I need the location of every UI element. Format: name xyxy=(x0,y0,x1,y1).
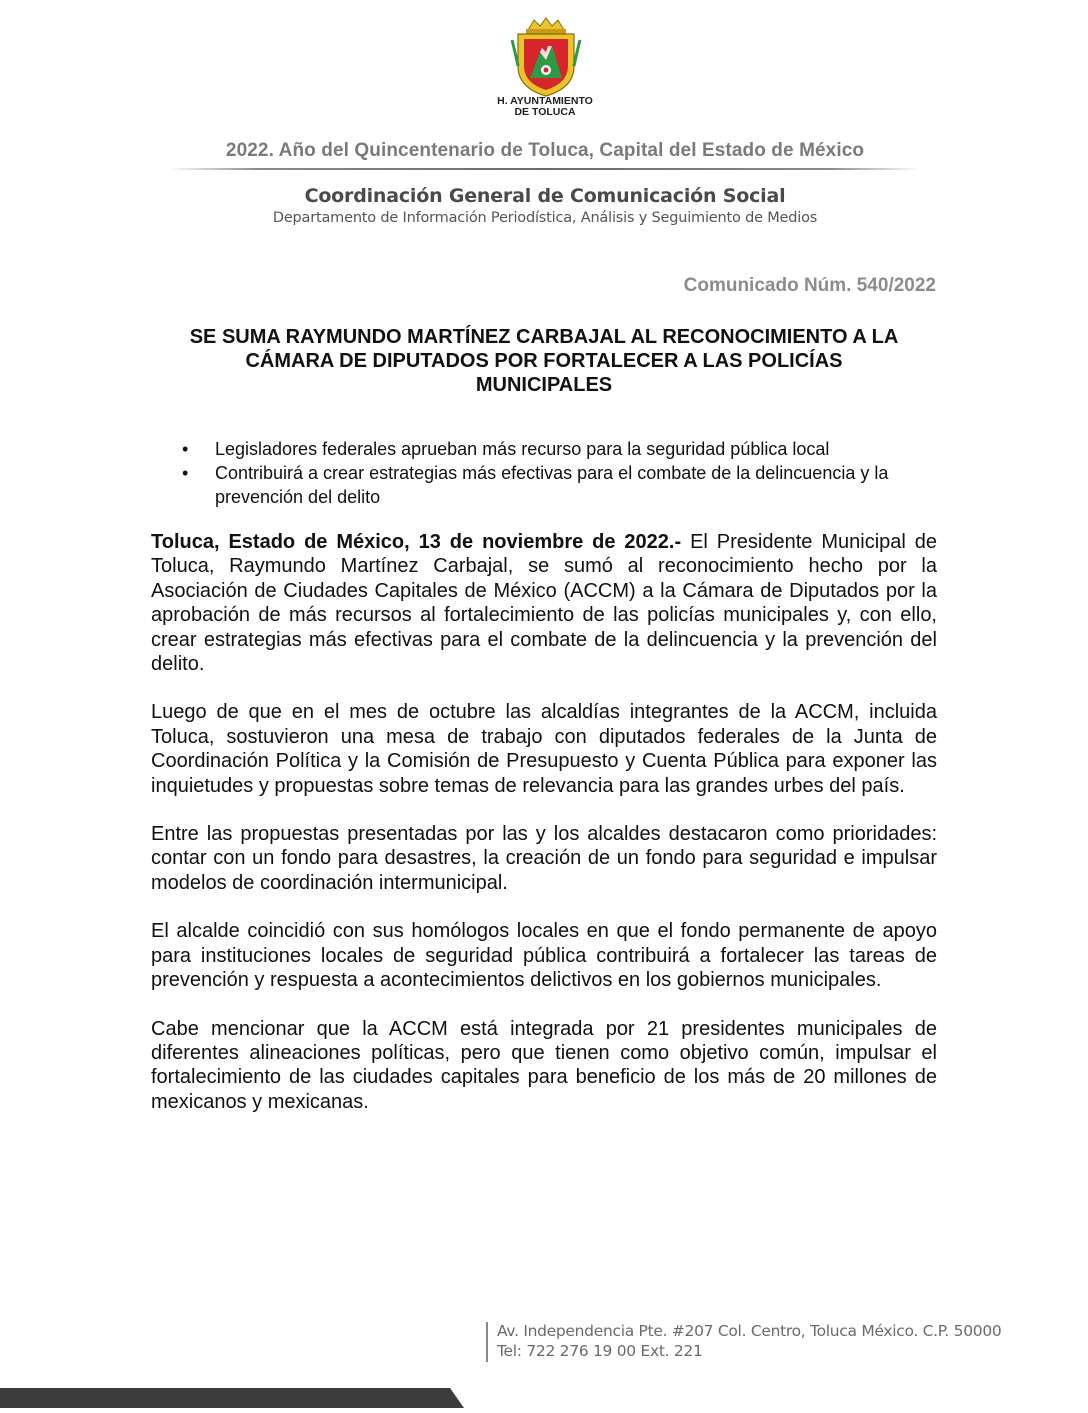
bullet-icon: • xyxy=(182,463,189,483)
bullet-item xyxy=(182,461,942,509)
header-divider xyxy=(168,168,920,170)
toluca-coat-of-arms-logo xyxy=(504,16,588,98)
communique-number: Comunicado Núm. 540/2022 xyxy=(683,275,936,296)
coordination-title: Coordinación General de Comunicación Social xyxy=(304,185,786,207)
headline-line: MUNICIPALES xyxy=(475,374,613,396)
paragraph: Cabe mencionar que la ACCM está integrada por 21 presidentes municipales de diferentes alineaciones políticas, pero que tienen como objetivo común, impulsar el fortalecimiento de las ciudades capitales para beneficio de los más de 20 millones de mexicanos y mexicanas. xyxy=(151,1017,937,1113)
department-subtitle: Departamento de Información Periodística, Análisis y Seguimiento de Medios xyxy=(272,210,818,226)
article-body xyxy=(151,530,937,1138)
headline-line: SE SUMA RAYMUNDO MARTÍNEZ CARBAJAL AL RECONOCIMIENTO A LA xyxy=(189,326,899,348)
headline xyxy=(152,325,936,397)
paragraph xyxy=(151,530,937,676)
bullet-item xyxy=(182,437,942,461)
bullet-icon: • xyxy=(182,439,189,459)
footer-address: Av. Independencia Pte. #207 Col. Centro, Toluca México. C.P. 50000 xyxy=(497,1322,1002,1340)
logo-caption-line2: DE TOLUCA xyxy=(514,106,576,118)
paragraph: Entre las propuestas presentadas por las y los alcaldes destacaron como prioridades: contar con un fondo para desastres, la creación de un fondo para seguridad e impulsar modelos de coordinación intermunicipal. xyxy=(151,823,937,894)
logo-caption xyxy=(470,96,620,118)
year-banner: 2022. Año del Quincentenario de Toluca, Capital del Estado de México xyxy=(225,140,865,161)
footer-decorative-bar xyxy=(0,1388,464,1408)
paragraph: Luego de que en el mes de octubre las alcaldías integrantes de la ACCM, incluida Toluca, sostuvieron una mesa de trabajo con diputados federales de la Junta de Coordinación Política y la Comisión de Presupuesto y Cuenta Pública para exponer las inquietudes y propuestas sobre temas de relevancia para las grandes urbes del país. xyxy=(151,701,937,797)
logo-caption-line1: H. AYUNTAMIENTO xyxy=(497,95,593,107)
summary-bullets xyxy=(182,437,942,509)
dateline: Toluca, Estado de México, 13 de noviembre de 2022.- xyxy=(151,531,682,553)
headline-line: CÁMARA DE DIPUTADOS POR FORTALECER A LAS POLICÍAS xyxy=(245,350,843,372)
paragraph-text: El Presidente Municipal de Toluca, Raymundo Martínez Carbajal, se sumó al reconocimiento hecho por la Asociación de Ciudades Capitales de México (ACCM) a la Cámara de Diputados por la aprobación de más recursos al fortalecimiento de las policías municipales y, con ello, crear estrategias más efectivas para el combate de la delincuencia y la prevención del delito. xyxy=(151,531,937,676)
bullet-text: Legisladores federales aprueban más recurso para la seguridad pública local xyxy=(215,439,830,459)
footer-phone: Tel: 722 276 19 00 Ext. 221 xyxy=(497,1342,703,1360)
footer-divider xyxy=(486,1322,488,1362)
paragraph: El alcalde coincidió con sus homólogos locales en que el fondo permanente de apoyo para instituciones locales de seguridad pública contribuirá a fortalecer las tareas de prevención y respuesta a acontecimientos delictivos en los gobiernos municipales. xyxy=(151,920,937,992)
bullet-text: Contribuirá a crear estrategias más efectivas para el combate de la delincuencia y la prevención del delito xyxy=(215,463,889,507)
